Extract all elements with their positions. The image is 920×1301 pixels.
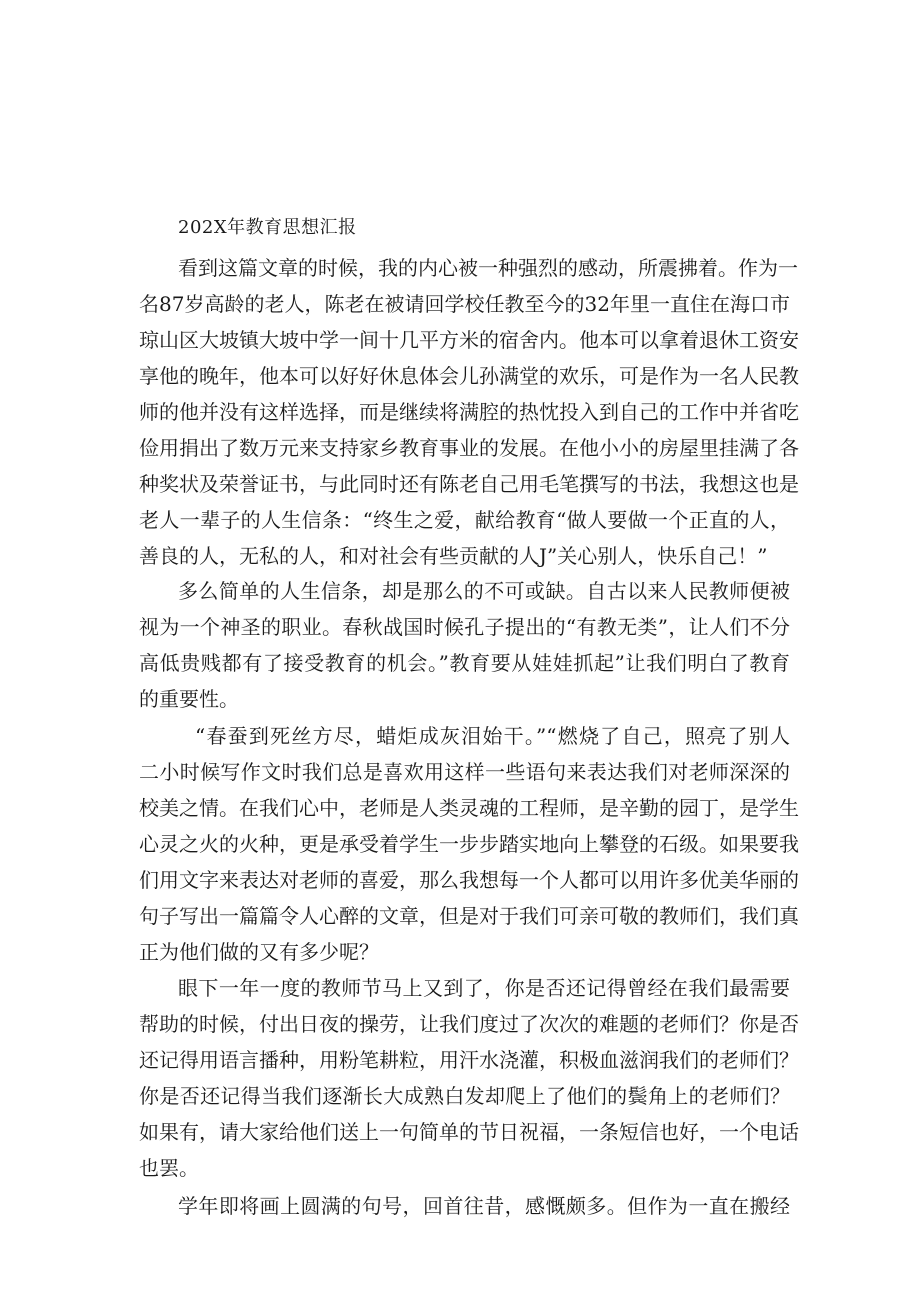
- paragraph-line: 的重要性。: [139, 687, 239, 711]
- paragraph-line: 俭用捐出了数万元来支持家乡教育事业的发展。在他小小的房屋里挂满了各: [139, 436, 799, 460]
- paragraph-line: 正为他们做的又有多少呢？: [139, 940, 379, 964]
- paragraph-line: 享他的晚年，他本可以好好休息体会儿孙满堂的欢乐，可是作为一名人民教: [139, 364, 799, 388]
- paragraph-line: 名87岁高龄的老人，陈老在被请回学校任教至今的32年里一直住在海口市: [139, 292, 790, 316]
- paragraph-line: 校美之情。在我们心中，老师是人类灵魂的工程师，是辛勤的园丁，是学生: [139, 796, 799, 820]
- paragraph-line: 也罢。: [139, 1156, 199, 1180]
- paragraph-line: 你是否还记得当我们逐渐长大成熟白发却爬上了他们的鬓角上的老师们？: [139, 1084, 790, 1108]
- paragraph-line: 琼山区大坡镇大坡中学一间十几平方米的宿舍内。他本可以拿着退休工资安: [139, 328, 799, 352]
- paragraph-line: 看到这篇文章的时候，我的内心被一种强烈的感动，所震拂着。作为一: [178, 256, 798, 280]
- document-title: 202X年教育思想汇报: [178, 217, 357, 238]
- paragraph-line: 善良的人，无私的人，和对社会有些贡献的人J”关心别人，快乐自己！”: [139, 544, 768, 568]
- paragraph-line: 视为一个神圣的职业。春秋战国时候孔子提出的“有教无类”，让人们不分: [139, 615, 790, 639]
- paragraph-line: 们用文字来表达对老师的喜爱，那么我想每一个人都可以用许多优美华丽的: [139, 868, 799, 892]
- paragraph-line: 句子写出一篇篇令人心醉的文章，但是对于我们可亲可敬的教师们，我们真: [139, 904, 799, 928]
- paragraph-line: 二小时候写作文时我们总是喜欢用这样一些语句来表达我们对老师深深的: [139, 760, 790, 784]
- paragraph-line: 心灵之火的火种，更是承受着学生一步步踏实地向上攀登的石级。如果要我: [139, 832, 799, 856]
- paragraph-line: 多么简单的人生信条，却是那么的不可或缺。自古以来人民教师便被: [178, 579, 790, 603]
- paragraph-line: 学年即将画上圆满的句号，回首往昔，感慨颇多。但作为一直在搬经: [178, 1194, 790, 1218]
- paragraph-line: 师的他并没有这样选择，而是继续将满腔的热忱投入到自己的工作中并省吃: [139, 400, 799, 424]
- paragraph-line: 帮助的时候，付出日夜的操劳，让我们度过了次次的难题的老师们？你是否: [139, 1012, 799, 1036]
- paragraph-line: 老人一辈子的人生信条：“终生之爱，献给教育“做人要做一个正直的人，: [139, 508, 790, 532]
- paragraph-line: “春蚕到死丝方尽，蜡炬成灰泪始干。”“燃烧了自己，照亮了别人: [195, 724, 790, 748]
- paragraph-line: 种奖状及荣誉证书，与此同时还有陈老自己用毛笔撰写的书法，我想这也是: [139, 472, 799, 496]
- paragraph-line: 眼下一年一度的教师节马上又到了，你是否还记得曾经在我们最需要: [178, 976, 790, 1000]
- paragraph-line: 还记得用语言播种，用粉笔耕粒，用汗水浇灌，积极血滋润我们的老师们？: [139, 1048, 799, 1072]
- paragraph-line: 如果有，请大家给他们送上一句简单的节日祝福，一条短信也好，一个电话: [139, 1120, 799, 1144]
- paragraph-line: 高低贵贱都有了接受教育的机会。”教育要从娃娃抓起”让我们明白了教育: [139, 651, 790, 675]
